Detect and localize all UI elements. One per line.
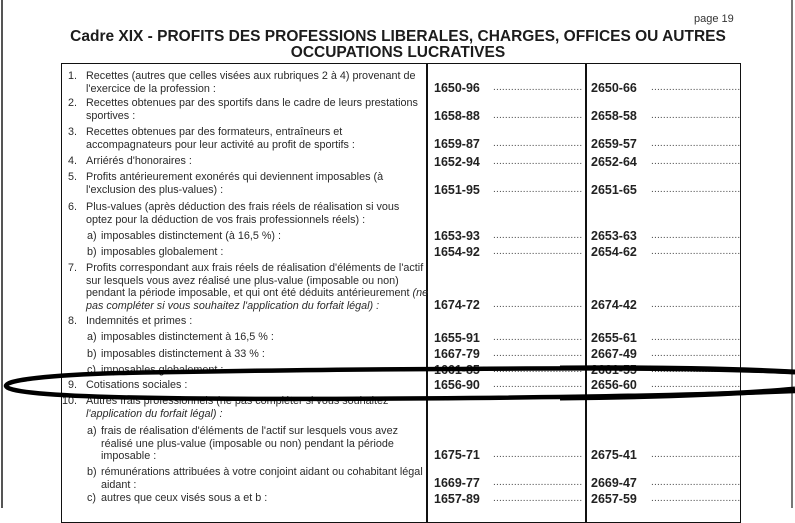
code-1653-93: 1653-93 xyxy=(434,229,480,243)
code-2655-61: 2655-61 xyxy=(591,331,637,345)
field-2659-57[interactable]: .............................. xyxy=(651,138,741,149)
code-2657-59: 2657-59 xyxy=(591,492,637,506)
code-1650-96: 1650-96 xyxy=(434,81,480,95)
field-2657-59[interactable]: .............................. xyxy=(651,493,741,504)
code-1674-72: 1674-72 xyxy=(434,298,480,312)
code-2652-64: 2652-64 xyxy=(591,155,637,169)
title-line-1: Cadre XIX - PROFITS DES PROFESSIONS LIBERALES, CHARGES, OFFICES OU AUTRES xyxy=(70,28,726,45)
field-2650-66[interactable]: .............................. xyxy=(651,82,741,93)
field-1675-71[interactable]: .............................. xyxy=(493,449,583,460)
field-1652-94[interactable]: .............................. xyxy=(493,156,583,167)
code-1658-88: 1658-88 xyxy=(434,109,480,123)
field-1651-95[interactable]: .............................. xyxy=(493,184,583,195)
page-title xyxy=(60,29,736,61)
code-2650-66: 2650-66 xyxy=(591,81,637,95)
code-2669-47: 2669-47 xyxy=(591,476,637,490)
column-divider-2 xyxy=(585,63,587,523)
field-1656-90[interactable]: .............................. xyxy=(493,379,583,390)
code-1661-85: 1661-85 xyxy=(434,363,480,377)
field-2669-47[interactable]: .............................. xyxy=(651,477,741,488)
code-1651-95: 1651-95 xyxy=(434,183,480,197)
code-2658-58: 2658-58 xyxy=(591,109,637,123)
field-2652-64[interactable]: .............................. xyxy=(651,156,741,167)
page-left-edge xyxy=(1,0,3,508)
field-1669-77[interactable]: .............................. xyxy=(493,477,583,488)
code-2656-60: 2656-60 xyxy=(591,378,637,392)
page-right-edge xyxy=(791,0,793,508)
field-2658-58[interactable]: .............................. xyxy=(651,110,741,121)
field-1658-88[interactable]: .............................. xyxy=(493,110,583,121)
code-1659-87: 1659-87 xyxy=(434,137,480,151)
title-line-2: OCCUPATIONS LUCRATIVES xyxy=(290,44,506,61)
field-2656-60[interactable]: .............................. xyxy=(651,379,741,390)
code-2667-49: 2667-49 xyxy=(591,347,637,361)
field-2675-41[interactable]: .............................. xyxy=(651,449,741,460)
code-1669-77: 1669-77 xyxy=(434,476,480,490)
field-1653-93[interactable]: .............................. xyxy=(493,230,583,241)
field-2674-42[interactable]: .............................. xyxy=(651,299,741,310)
field-1661-85[interactable]: .............................. xyxy=(493,364,583,375)
code-1675-71: 1675-71 xyxy=(434,448,480,462)
field-2655-61[interactable]: .............................. xyxy=(651,332,741,343)
page-number: page 19 xyxy=(694,13,734,25)
field-1655-91[interactable]: .............................. xyxy=(493,332,583,343)
field-1650-96[interactable]: .............................. xyxy=(493,82,583,93)
code-1655-91: 1655-91 xyxy=(434,331,480,345)
field-1674-72[interactable]: .............................. xyxy=(493,299,583,310)
field-2653-63[interactable]: .............................. xyxy=(651,230,741,241)
code-1654-92: 1654-92 xyxy=(434,245,480,259)
code-1667-79: 1667-79 xyxy=(434,347,480,361)
field-1654-92[interactable]: .............................. xyxy=(493,246,583,257)
field-1657-89[interactable]: .............................. xyxy=(493,493,583,504)
code-1657-89: 1657-89 xyxy=(434,492,480,506)
field-1659-87[interactable]: .............................. xyxy=(493,138,583,149)
code-2653-63: 2653-63 xyxy=(591,229,637,243)
code-2661-55: 2661-55 xyxy=(591,363,637,377)
field-2667-49[interactable]: .............................. xyxy=(651,348,741,359)
code-2659-57: 2659-57 xyxy=(591,137,637,151)
code-1652-94: 1652-94 xyxy=(434,155,480,169)
code-1656-90: 1656-90 xyxy=(434,378,480,392)
code-2675-41: 2675-41 xyxy=(591,448,637,462)
field-2661-55[interactable]: .............................. xyxy=(651,364,741,375)
field-1667-79[interactable]: .............................. xyxy=(493,348,583,359)
field-2654-62[interactable]: .............................. xyxy=(651,246,741,257)
code-2674-42: 2674-42 xyxy=(591,298,637,312)
code-2654-62: 2654-62 xyxy=(591,245,637,259)
code-2651-65: 2651-65 xyxy=(591,183,637,197)
field-2651-65[interactable]: .............................. xyxy=(651,184,741,195)
